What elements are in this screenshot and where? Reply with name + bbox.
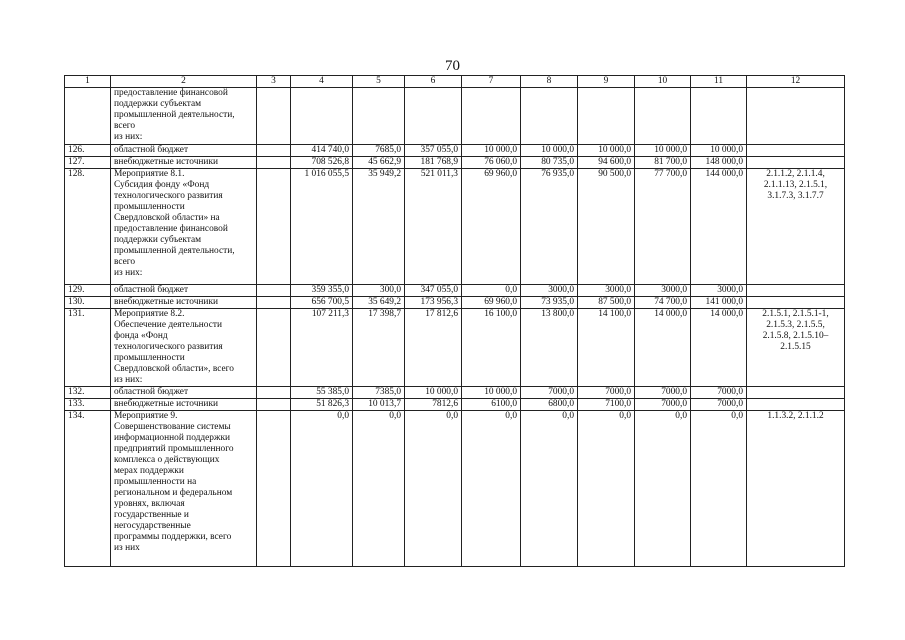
row-target-ref xyxy=(747,399,845,411)
row-value: 181 768,9 xyxy=(405,157,462,169)
row-value: 10 000,0 xyxy=(405,387,462,399)
table-row xyxy=(65,387,845,399)
row-number: 127. xyxy=(65,157,111,169)
row-value: 35 649,2 xyxy=(353,297,405,309)
row-value: 10 000,0 xyxy=(521,145,578,157)
row-value: 0,0 xyxy=(462,285,521,297)
row-value: 0,0 xyxy=(462,411,521,567)
header-cell: 3 xyxy=(257,76,291,88)
row-value: 656 700,5 xyxy=(291,297,353,309)
row-value xyxy=(291,88,353,145)
row-value: 347 055,0 xyxy=(405,285,462,297)
row-name: Мероприятие 8.1. Субсидия фонду «Фонд технологического развития промышленности Свердловской области» на предоставление финансовой поддержки субъектам промышленной деятельности, всего из них: xyxy=(111,169,257,285)
row-number: 132. xyxy=(65,387,111,399)
row-number: 128. xyxy=(65,169,111,285)
row-value: 81 700,0 xyxy=(635,157,691,169)
header-cell: 1 xyxy=(65,76,111,88)
row-value: 17 398,7 xyxy=(353,309,405,387)
row-value: 300,0 xyxy=(353,285,405,297)
row-number: 134. xyxy=(65,411,111,567)
row-target-ref xyxy=(747,88,845,145)
row-value: 0,0 xyxy=(353,411,405,567)
header-cell: 12 xyxy=(747,76,845,88)
row-col3 xyxy=(257,157,291,169)
row-value: 76 060,0 xyxy=(462,157,521,169)
row-col3 xyxy=(257,411,291,567)
row-target-ref: 2.1.5.1, 2.1.5.1-1, 2.1.5.3, 2.1.5.5, 2.1.5.8, 2.1.5.10– 2.1.5.15 xyxy=(747,309,845,387)
row-value: 7385,0 xyxy=(353,387,405,399)
row-value: 6100,0 xyxy=(462,399,521,411)
header-cell: 10 xyxy=(635,76,691,88)
page-number: 70 xyxy=(445,58,460,74)
row-value: 7000,0 xyxy=(635,387,691,399)
header-cell: 6 xyxy=(405,76,462,88)
row-target-ref xyxy=(747,285,845,297)
row-value: 7000,0 xyxy=(521,387,578,399)
row-value: 7100,0 xyxy=(578,399,635,411)
row-value: 3000,0 xyxy=(691,285,747,297)
row-value: 35 949,2 xyxy=(353,169,405,285)
row-name: внебюджетные источники xyxy=(111,399,257,411)
row-value: 16 100,0 xyxy=(462,309,521,387)
row-value: 77 700,0 xyxy=(635,169,691,285)
row-target-ref: 2.1.1.2, 2.1.1.4, 2.1.1.13, 2.1.5.1, 3.1.7.3, 3.1.7.7 xyxy=(747,169,845,285)
row-value: 7000,0 xyxy=(691,399,747,411)
row-number: 133. xyxy=(65,399,111,411)
row-name: внебюджетные источники xyxy=(111,297,257,309)
row-value: 173 956,3 xyxy=(405,297,462,309)
row-value: 148 000,0 xyxy=(691,157,747,169)
row-value: 10 000,0 xyxy=(462,387,521,399)
row-value: 6800,0 xyxy=(521,399,578,411)
header-cell: 4 xyxy=(291,76,353,88)
row-value xyxy=(691,88,747,145)
header-row xyxy=(65,76,845,88)
row-col3 xyxy=(257,399,291,411)
row-value: 359 355,0 xyxy=(291,285,353,297)
row-col3 xyxy=(257,297,291,309)
table-row xyxy=(65,399,845,411)
row-value: 10 000,0 xyxy=(578,145,635,157)
row-value: 69 960,0 xyxy=(462,169,521,285)
row-name: областной бюджет xyxy=(111,387,257,399)
row-value: 87 500,0 xyxy=(578,297,635,309)
table-row xyxy=(65,411,845,567)
row-value: 141 000,0 xyxy=(691,297,747,309)
row-value: 76 935,0 xyxy=(521,169,578,285)
header-cell: 11 xyxy=(691,76,747,88)
row-target-ref xyxy=(747,387,845,399)
row-value: 357 055,0 xyxy=(405,145,462,157)
row-value: 14 000,0 xyxy=(635,309,691,387)
row-value xyxy=(578,88,635,145)
row-value: 90 500,0 xyxy=(578,169,635,285)
row-name: Мероприятие 8.2. Обеспечение деятельности фонда «Фонд технологического развития промышленности Свердловской области», всего из них: xyxy=(111,309,257,387)
row-col3 xyxy=(257,285,291,297)
row-value: 414 740,0 xyxy=(291,145,353,157)
row-value: 17 812,6 xyxy=(405,309,462,387)
row-value xyxy=(353,88,405,145)
row-value: 7000,0 xyxy=(691,387,747,399)
header-cell: 9 xyxy=(578,76,635,88)
table-row xyxy=(65,169,845,285)
header-cell: 2 xyxy=(111,76,257,88)
row-value xyxy=(521,88,578,145)
header-cell: 8 xyxy=(521,76,578,88)
row-col3 xyxy=(257,145,291,157)
row-number: 131. xyxy=(65,309,111,387)
row-col3 xyxy=(257,88,291,145)
row-name: Мероприятие 9. Совершенствование системы информационной поддержки предприятий промышленного комплекса о действующих мерах поддержки промышленности на региональном и федеральном уровнях, включая государственные и негосударственные программы поддержки, всего из них xyxy=(111,411,257,567)
row-col3 xyxy=(257,387,291,399)
row-target-ref xyxy=(747,297,845,309)
row-value: 0,0 xyxy=(521,411,578,567)
row-value: 7000,0 xyxy=(635,399,691,411)
row-value: 0,0 xyxy=(691,411,747,567)
row-target-ref: 1.1.3.2, 2.1.1.2 xyxy=(747,411,845,567)
row-value: 94 600,0 xyxy=(578,157,635,169)
table-row xyxy=(65,297,845,309)
budget-table xyxy=(64,75,845,567)
table-row xyxy=(65,309,845,387)
row-value: 3000,0 xyxy=(521,285,578,297)
row-value: 3000,0 xyxy=(578,285,635,297)
row-value: 10 013,7 xyxy=(353,399,405,411)
row-value: 0,0 xyxy=(405,411,462,567)
row-value: 107 211,3 xyxy=(291,309,353,387)
row-value: 3000,0 xyxy=(635,285,691,297)
table-row xyxy=(65,88,845,145)
row-col3 xyxy=(257,169,291,285)
row-value xyxy=(405,88,462,145)
row-value: 51 826,3 xyxy=(291,399,353,411)
row-value: 7812,6 xyxy=(405,399,462,411)
row-target-ref xyxy=(747,157,845,169)
row-col3 xyxy=(257,309,291,387)
row-name: предоставление финансовой поддержки субъектам промышленной деятельности, всего из них: xyxy=(111,88,257,145)
row-value: 10 000,0 xyxy=(691,145,747,157)
header-cell: 7 xyxy=(462,76,521,88)
row-value: 521 011,3 xyxy=(405,169,462,285)
row-value: 0,0 xyxy=(291,411,353,567)
row-value: 74 700,0 xyxy=(635,297,691,309)
row-number: 130. xyxy=(65,297,111,309)
row-value: 69 960,0 xyxy=(462,297,521,309)
row-value: 144 000,0 xyxy=(691,169,747,285)
row-name: областной бюджет xyxy=(111,285,257,297)
table-row xyxy=(65,285,845,297)
row-value: 0,0 xyxy=(635,411,691,567)
table-row xyxy=(65,157,845,169)
row-value: 80 735,0 xyxy=(521,157,578,169)
table-row xyxy=(65,145,845,157)
row-value: 0,0 xyxy=(578,411,635,567)
row-name: областной бюджет xyxy=(111,145,257,157)
row-value: 1 016 055,5 xyxy=(291,169,353,285)
header-cell: 5 xyxy=(353,76,405,88)
table-body xyxy=(65,88,845,567)
row-value: 7000,0 xyxy=(578,387,635,399)
row-value: 55 385,0 xyxy=(291,387,353,399)
row-value: 7685,0 xyxy=(353,145,405,157)
row-value xyxy=(635,88,691,145)
row-target-ref xyxy=(747,145,845,157)
row-value: 45 662,9 xyxy=(353,157,405,169)
row-number: 129. xyxy=(65,285,111,297)
row-value: 14 100,0 xyxy=(578,309,635,387)
row-value: 14 000,0 xyxy=(691,309,747,387)
row-number xyxy=(65,88,111,145)
row-value xyxy=(462,88,521,145)
row-value: 10 000,0 xyxy=(635,145,691,157)
row-value: 13 800,0 xyxy=(521,309,578,387)
row-value: 708 526,8 xyxy=(291,157,353,169)
row-number: 126. xyxy=(65,145,111,157)
row-value: 73 935,0 xyxy=(521,297,578,309)
row-name: внебюджетные источники xyxy=(111,157,257,169)
row-value: 10 000,0 xyxy=(462,145,521,157)
